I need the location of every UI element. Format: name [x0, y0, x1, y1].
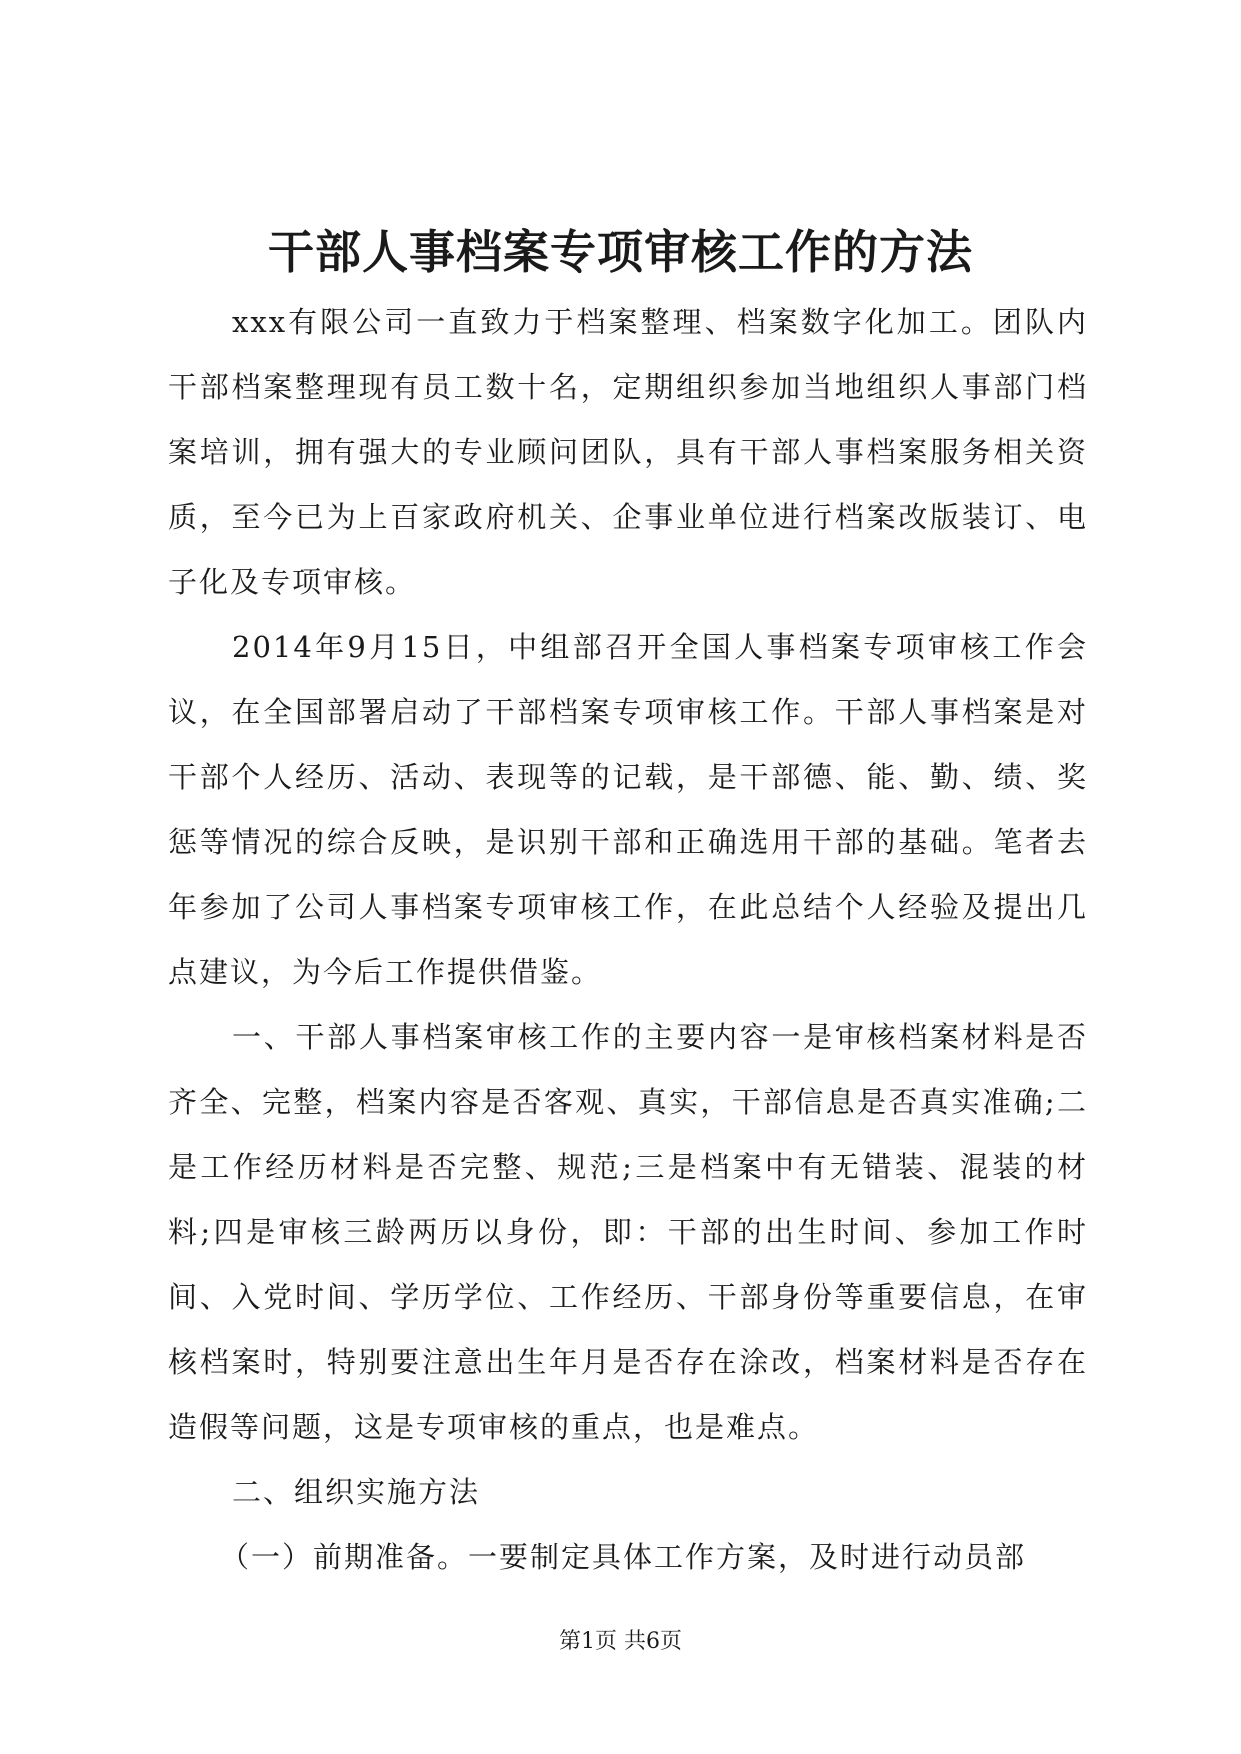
document-body	[168, 290, 1088, 1590]
paragraph-background: 2014年9月15日，中组部召开全国人事档案专项审核工作会议，在全国部署启动了干部档案专项审核工作。干部人事档案是对干部个人经历、活动、表现等的记载，是干部德、能、勤、绩、奖惩等情况的综合反映，是识别干部和正确选用干部的基础。笔者去年参加了公司人事档案专项审核工作，在此总结个人经验及提出几点建议，为今后工作提供借鉴。	[168, 630, 1088, 989]
paragraph-main-content: 一、干部人事档案审核工作的主要内容一是审核档案材料是否齐全、完整，档案内容是否客观、真实，干部信息是否真实准确;二是工作经历材料是否完整、规范;三是档案中有无错装、混装的材料;四是审核三龄两历以身份，即：干部的出生时间、参加工作时间、入党时间、学历学位、工作经历、干部身份等重要信息，在审核档案时，特别要注意出生年月是否存在涂改，档案材料是否存在造假等问题，这是专项审核的重点，也是难点。	[168, 1020, 1088, 1444]
document-title: 干部人事档案专项审核工作的方法	[268, 225, 973, 279]
page-number-footer: 第1页 共6页	[559, 1629, 682, 1654]
paragraph-preparation: （一）前期准备。一要制定具体工作方案，及时进行动员部	[220, 1540, 1027, 1574]
paragraph-company-intro: xxx有限公司一直致力于档案整理、档案数字化加工。团队内干部档案整理现有员工数十名，定期组织参加当地组织人事部门档案培训，拥有强大的专业顾问团队，具有干部人事档案服务相关资质，至今已为上百家政府机关、企事业单位进行档案改版装订、电子化及专项审核。	[168, 305, 1088, 599]
section-heading-implementation: 二、组织实施方法	[232, 1475, 481, 1509]
